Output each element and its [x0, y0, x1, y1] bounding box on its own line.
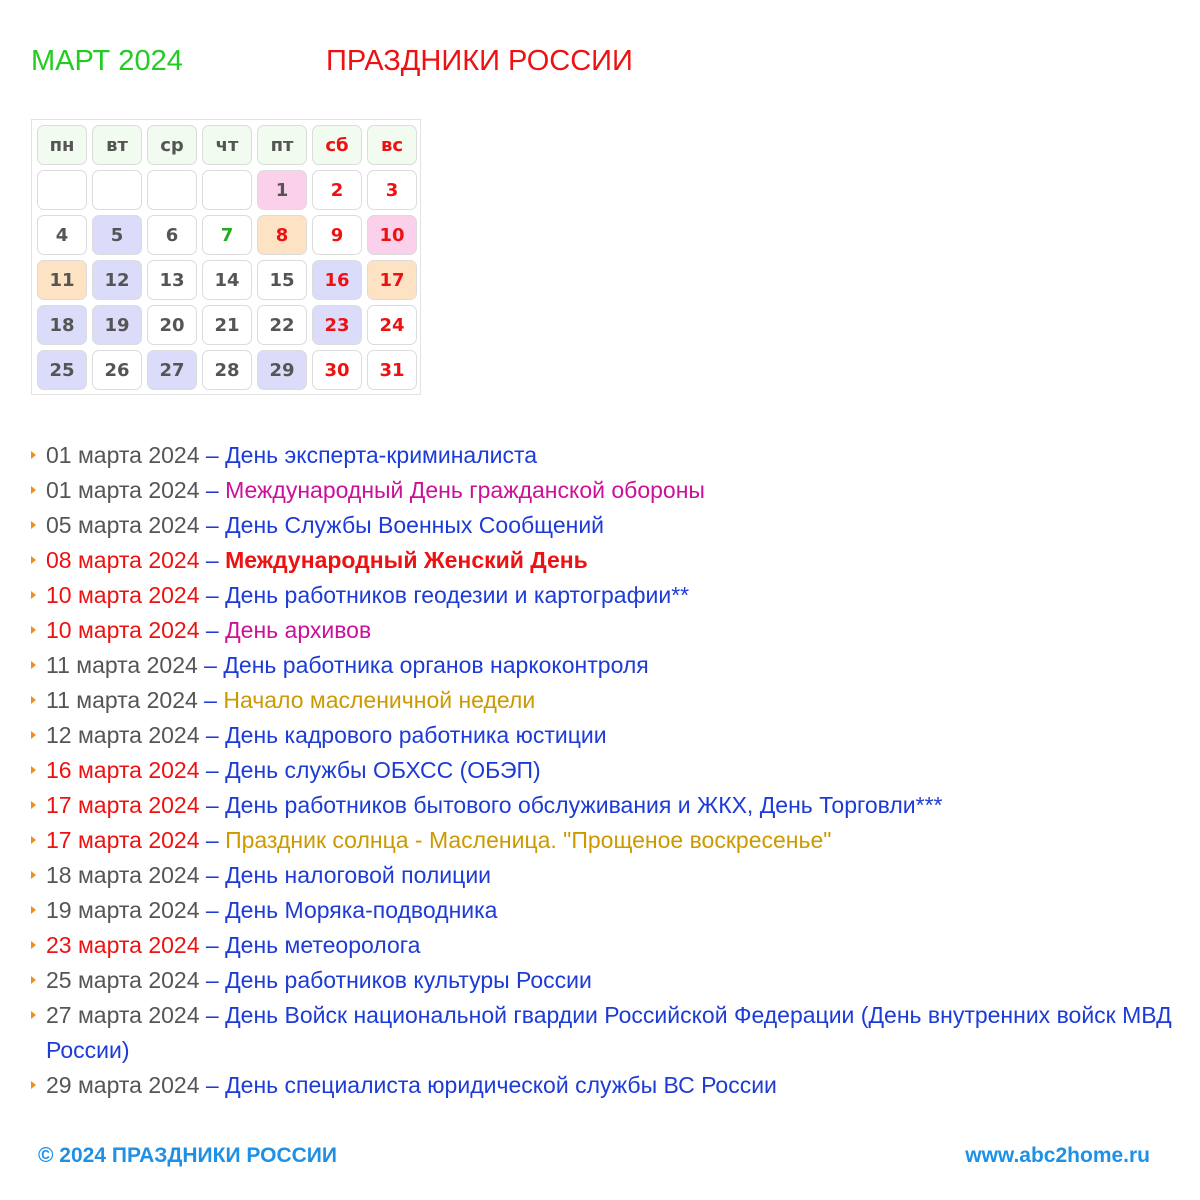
calendar-day[interactable]: 5	[92, 215, 142, 255]
holiday-separator: –	[199, 582, 226, 608]
holiday-item	[31, 578, 1181, 613]
holiday-name-link[interactable]: Праздник солнца - Масленица. "Прощеное воскресенье"	[225, 827, 832, 853]
calendar-day[interactable]: 8	[257, 215, 307, 255]
holiday-date: 18 марта 2024	[46, 862, 200, 888]
holiday-date: 17 марта 2024	[46, 827, 200, 853]
orange-triangle-bullet-icon	[31, 801, 36, 809]
orange-triangle-bullet-icon	[31, 836, 36, 844]
holiday-separator: –	[199, 1072, 226, 1098]
calendar-day[interactable]: 3	[367, 170, 417, 210]
holiday-name-link[interactable]: День налоговой полиции	[225, 862, 492, 888]
holiday-date: 11 марта 2024	[46, 652, 198, 678]
holiday-name-link[interactable]: День работников геодезии и картографии**	[225, 582, 690, 608]
calendar-day[interactable]: 21	[202, 305, 252, 345]
holiday-name-link[interactable]: Международный Женский День	[225, 547, 588, 573]
calendar-day[interactable]: 11	[37, 260, 87, 300]
calendar-day[interactable]: 7	[202, 215, 252, 255]
calendar-day[interactable]: 23	[312, 305, 362, 345]
calendar-empty-cell	[147, 170, 197, 210]
calendar-empty-cell	[202, 170, 252, 210]
holiday-item	[31, 753, 1181, 788]
calendar-day[interactable]: 6	[147, 215, 197, 255]
calendar-day[interactable]: 25	[37, 350, 87, 390]
holiday-name-link[interactable]: День работников культуры России	[225, 967, 592, 993]
holiday-date: 10 марта 2024	[46, 582, 200, 608]
holiday-date: 11 марта 2024	[46, 687, 198, 713]
holiday-item	[31, 823, 1181, 858]
orange-triangle-bullet-icon	[31, 871, 36, 879]
calendar-day[interactable]: 31	[367, 350, 417, 390]
holiday-item	[31, 543, 1181, 578]
calendar-day[interactable]: 13	[147, 260, 197, 300]
orange-triangle-bullet-icon	[31, 661, 36, 669]
calendar-day[interactable]: 16	[312, 260, 362, 300]
holiday-date: 01 марта 2024	[46, 477, 200, 503]
holiday-separator: –	[199, 1002, 226, 1028]
orange-triangle-bullet-icon	[31, 556, 36, 564]
holiday-separator: –	[197, 687, 224, 713]
holiday-separator: –	[199, 547, 226, 573]
calendar-day[interactable]: 15	[257, 260, 307, 300]
holiday-separator: –	[199, 932, 226, 958]
holiday-item	[31, 893, 1181, 928]
holiday-date: 16 марта 2024	[46, 757, 200, 783]
orange-triangle-bullet-icon	[31, 941, 36, 949]
holiday-separator: –	[199, 827, 226, 853]
holiday-separator: –	[197, 652, 224, 678]
holiday-item	[31, 928, 1181, 963]
calendar-day[interactable]: 12	[92, 260, 142, 300]
calendar-day[interactable]: 2	[312, 170, 362, 210]
holiday-date: 23 марта 2024	[46, 932, 200, 958]
holiday-date: 10 марта 2024	[46, 617, 200, 643]
calendar-day[interactable]: 4	[37, 215, 87, 255]
holiday-item	[31, 438, 1181, 473]
calendar-day[interactable]: 29	[257, 350, 307, 390]
footer-website-link[interactable]: www.abc2home.ru	[965, 1144, 1150, 1167]
holiday-name-link[interactable]: День Службы Военных Сообщений	[225, 512, 605, 538]
weekday-header: вт	[92, 125, 142, 165]
holiday-date: 05 марта 2024	[46, 512, 200, 538]
weekday-header: сб	[312, 125, 362, 165]
holiday-item	[31, 858, 1181, 893]
holiday-name-link[interactable]: День работников бытового обслуживания и ЖКХ, День Торговли***	[225, 792, 943, 818]
holiday-separator: –	[199, 897, 226, 923]
orange-triangle-bullet-icon	[31, 906, 36, 914]
holiday-separator: –	[199, 722, 226, 748]
calendar-day[interactable]: 19	[92, 305, 142, 345]
month-calendar	[31, 119, 421, 395]
weekday-header: ср	[147, 125, 197, 165]
holiday-item	[31, 648, 1181, 683]
orange-triangle-bullet-icon	[31, 1011, 36, 1019]
holiday-separator: –	[199, 477, 226, 503]
holiday-name-link[interactable]: День Войск национальной гвардии Российской Федерации (День внутренних войск МВД России)	[46, 1002, 1172, 1063]
site-title: ПРАЗДНИКИ РОССИИ	[326, 45, 633, 77]
holiday-item	[31, 473, 1181, 508]
holiday-item	[31, 718, 1181, 753]
calendar-day[interactable]: 1	[257, 170, 307, 210]
holiday-separator: –	[199, 967, 226, 993]
calendar-day[interactable]: 9	[312, 215, 362, 255]
month-title: МАРТ 2024	[31, 45, 183, 77]
calendar-day[interactable]: 17	[367, 260, 417, 300]
holiday-separator: –	[199, 442, 226, 468]
weekday-header: пт	[257, 125, 307, 165]
holiday-item	[31, 998, 1181, 1068]
calendar-day[interactable]: 14	[202, 260, 252, 300]
weekday-header: вс	[367, 125, 417, 165]
calendar-day[interactable]: 18	[37, 305, 87, 345]
calendar-day[interactable]: 28	[202, 350, 252, 390]
holiday-name-link[interactable]: День работника органов наркоконтроля	[223, 652, 649, 678]
orange-triangle-bullet-icon	[31, 1081, 36, 1089]
holiday-date: 25 марта 2024	[46, 967, 200, 993]
holiday-separator: –	[199, 512, 226, 538]
holiday-item	[31, 963, 1181, 998]
holiday-item	[31, 788, 1181, 823]
holiday-date: 01 марта 2024	[46, 442, 200, 468]
holiday-name-link[interactable]: День специалиста юридической службы ВС России	[225, 1072, 777, 1098]
holiday-name-link[interactable]: День эксперта-криминалиста	[225, 442, 538, 468]
holiday-separator: –	[199, 757, 226, 783]
calendar-day[interactable]: 10	[367, 215, 417, 255]
holiday-item	[31, 1068, 1181, 1103]
holiday-separator: –	[199, 862, 226, 888]
calendar-day[interactable]: 30	[312, 350, 362, 390]
calendar-day[interactable]: 22	[257, 305, 307, 345]
holiday-date: 29 марта 2024	[46, 1072, 200, 1098]
holiday-date: 19 марта 2024	[46, 897, 200, 923]
holiday-separator: –	[199, 617, 226, 643]
orange-triangle-bullet-icon	[31, 626, 36, 634]
calendar-day[interactable]: 27	[147, 350, 197, 390]
calendar-empty-cell	[37, 170, 87, 210]
weekday-header: пн	[37, 125, 87, 165]
holiday-date: 08 марта 2024	[46, 547, 200, 573]
holiday-list	[31, 438, 1181, 1103]
holiday-name-link[interactable]: День кадрового работника юстиции	[225, 722, 607, 748]
holiday-name-link[interactable]: Международный День гражданской обороны	[225, 477, 705, 503]
holiday-name-link[interactable]: День архивов	[225, 617, 372, 643]
holiday-date: 17 марта 2024	[46, 792, 200, 818]
calendar-empty-cell	[92, 170, 142, 210]
weekday-header: чт	[202, 125, 252, 165]
holiday-item	[31, 508, 1181, 543]
orange-triangle-bullet-icon	[31, 731, 36, 739]
footer-copyright: © 2024 ПРАЗДНИКИ РОССИИ	[38, 1144, 337, 1167]
orange-triangle-bullet-icon	[31, 521, 36, 529]
orange-triangle-bullet-icon	[31, 451, 36, 459]
orange-triangle-bullet-icon	[31, 486, 36, 494]
holiday-item	[31, 683, 1181, 718]
holiday-item	[31, 613, 1181, 648]
holiday-name-link[interactable]: День службы ОБХСС (ОБЭП)	[225, 757, 541, 783]
orange-triangle-bullet-icon	[31, 766, 36, 774]
holiday-name-link[interactable]: День Моряка-подводника	[225, 897, 498, 923]
holiday-date: 27 марта 2024	[46, 1002, 200, 1028]
calendar-day[interactable]: 26	[92, 350, 142, 390]
holiday-name-link[interactable]: День метеоролога	[225, 932, 421, 958]
orange-triangle-bullet-icon	[31, 591, 36, 599]
calendar-day[interactable]: 20	[147, 305, 197, 345]
holiday-separator: –	[199, 792, 226, 818]
orange-triangle-bullet-icon	[31, 976, 36, 984]
holiday-name-link[interactable]: Начало масленичной недели	[223, 687, 536, 713]
orange-triangle-bullet-icon	[31, 696, 36, 704]
calendar-day[interactable]: 24	[367, 305, 417, 345]
holiday-date: 12 марта 2024	[46, 722, 200, 748]
